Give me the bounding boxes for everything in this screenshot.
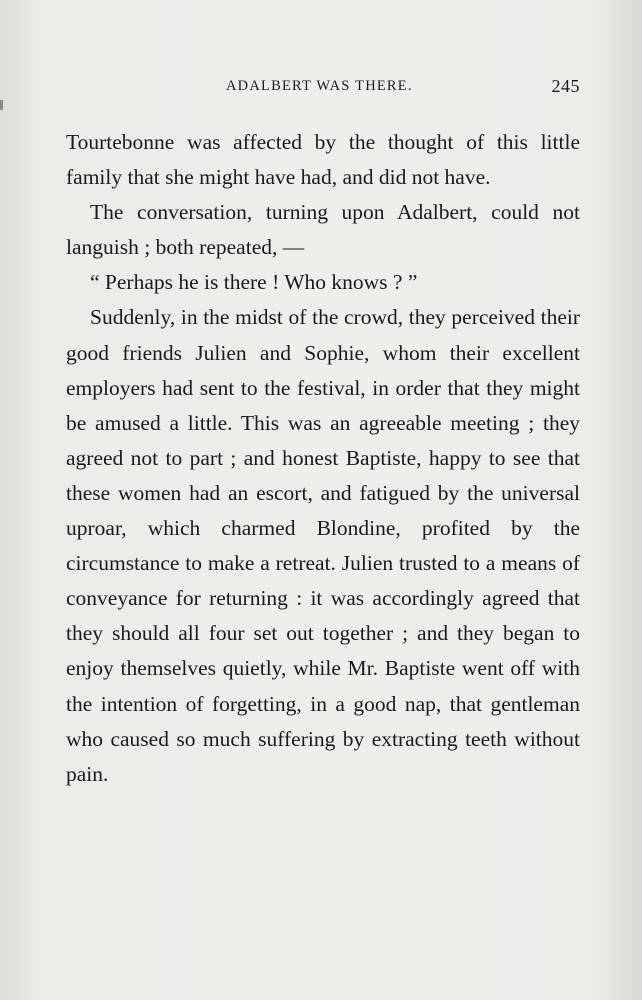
paragraph-2: The conversation, turning upon Adalbert, could not languish ; both repeated, — — [66, 200, 580, 260]
page-header — [66, 78, 580, 102]
paragraph-1: Tourtebonne was affected by the thought of this little family that she might have had, and did not have. — [66, 130, 580, 190]
body-text — [66, 125, 580, 792]
page-edge-mark — [0, 100, 3, 110]
paragraph-4: Suddenly, in the midst of the crowd, they perceived their good friends Julien and Sophie, whom their excellent employers had sent to the festival, in order that they might be amused a little. This was an agreeable meeting ; they agreed not to part ; and honest Baptiste, happy to see that these women had an escort, and fatigued by the universal uproar, which charmed Blondine, profited by the circumstance to make a retreat. Julien trusted to a means of conveyance for returning : it was accordingly agreed that they should all four set out together ; and they began to enjoy themselves quietly, while Mr. Baptiste went off with the intention of forgetting, in a good nap, that gentleman who caused so much suffering by extracting teeth without pain. — [66, 305, 580, 786]
page-number: 245 — [551, 76, 580, 96]
running-head: ADALBERT WAS THERE. — [226, 78, 413, 94]
paragraph-3: “ Perhaps he is there ! Who knows ? ” — [90, 270, 418, 295]
